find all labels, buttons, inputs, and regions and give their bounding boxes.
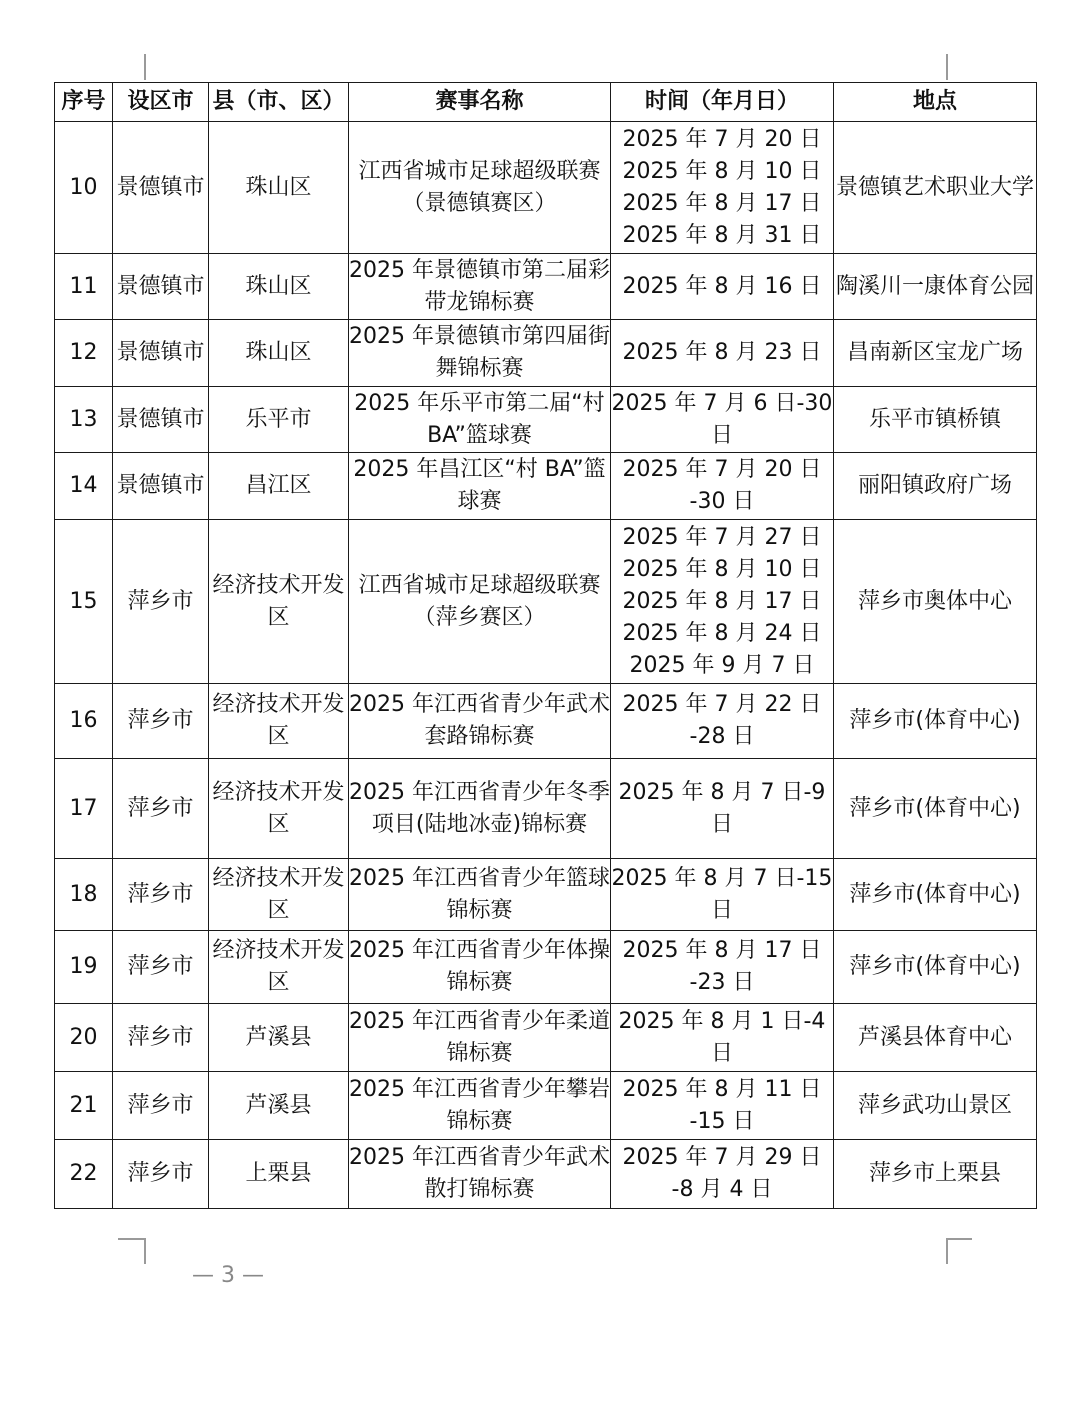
row-dates-cell <box>611 1072 834 1140</box>
row-dates-cell <box>611 1140 834 1209</box>
row-event-cell: 2025 年昌江区“村 BA”篮球赛 <box>349 453 611 520</box>
row-city-cell: 景德镇市 <box>113 453 209 520</box>
table-row <box>55 520 1037 684</box>
row-county-cell: 昌江区 <box>209 453 349 520</box>
row-dates-cell <box>611 254 834 320</box>
row-dates-cell <box>611 684 834 759</box>
row-city-cell: 萍乡市 <box>113 520 209 684</box>
row-dates-cell <box>611 859 834 931</box>
row-event-cell: 2025 年景德镇市第二届彩带龙锦标赛 <box>349 254 611 320</box>
table-row <box>55 320 1037 387</box>
row-no-cell: 12 <box>55 320 113 387</box>
table-row <box>55 387 1037 453</box>
row-venue-cell: 萍乡市(体育中心) <box>834 684 1037 759</box>
row-event-cell: 2025 年江西省青少年攀岩锦标赛 <box>349 1072 611 1140</box>
row-no-cell: 19 <box>55 931 113 1004</box>
row-dates-cell <box>611 320 834 387</box>
row-county-cell: 经济技术开发区 <box>209 520 349 684</box>
date-line: 2025 年 8 月 10 日 <box>622 158 822 184</box>
row-event-cell: 2025 年江西省青少年武术散打锦标赛 <box>349 1140 611 1209</box>
row-event-cell: 2025 年江西省青少年柔道锦标赛 <box>349 1004 611 1072</box>
date-line: 2025 年 8 月 11 日 -15 日 <box>622 1076 822 1134</box>
row-event-cell: 2025 年江西省青少年篮球锦标赛 <box>349 859 611 931</box>
row-dates-cell <box>611 520 834 684</box>
header-no: 序号 <box>55 83 113 122</box>
date-line: 2025 年 7 月 29 日 -8 月 4 日 <box>622 1145 822 1202</box>
row-venue-cell: 萍乡市(体育中心) <box>834 931 1037 1004</box>
row-venue-cell: 萍乡市奥体中心 <box>834 520 1037 684</box>
row-dates-cell <box>611 1004 834 1072</box>
table-row <box>55 1140 1037 1209</box>
row-county-cell: 上栗县 <box>209 1140 349 1209</box>
date-line: 2025 年 8 月 31 日 <box>622 222 822 248</box>
row-venue-cell: 陶溪川一康体育公园 <box>834 254 1037 320</box>
row-no-cell: 18 <box>55 859 113 931</box>
row-city-cell: 景德镇市 <box>113 320 209 387</box>
row-county-cell: 芦溪县 <box>209 1004 349 1072</box>
crop-mark-bottom-left-v <box>144 1238 146 1264</box>
row-county-cell: 珠山区 <box>209 122 349 254</box>
date-line: 2025 年 8 月 17 日 <box>622 588 822 614</box>
row-no-cell: 17 <box>55 759 113 859</box>
crop-mark-top-right-v <box>946 54 948 80</box>
table-row <box>55 931 1037 1004</box>
table-row <box>55 254 1037 320</box>
crop-mark-bottom-left-h <box>118 1238 144 1240</box>
date-line: 2025 年 8 月 7 日-9 日 <box>618 779 826 837</box>
row-no-cell: 15 <box>55 520 113 684</box>
header-county: 县（市、区） <box>209 83 349 122</box>
row-venue-cell: 昌南新区宝龙广场 <box>834 320 1037 387</box>
row-county-cell: 乐平市 <box>209 387 349 453</box>
date-line: 2025 年 8 月 24 日 <box>622 620 822 646</box>
row-county-cell: 珠山区 <box>209 320 349 387</box>
row-city-cell: 萍乡市 <box>113 1140 209 1209</box>
row-city-cell: 景德镇市 <box>113 387 209 453</box>
row-county-cell: 经济技术开发区 <box>209 759 349 859</box>
date-line: 2025 年 8 月 1 日-4 日 <box>618 1008 826 1066</box>
row-city-cell: 萍乡市 <box>113 759 209 859</box>
crop-mark-top-left-v <box>144 54 146 80</box>
row-no-cell: 13 <box>55 387 113 453</box>
row-no-cell: 16 <box>55 684 113 759</box>
row-no-cell: 21 <box>55 1072 113 1140</box>
header-venue: 地点 <box>834 83 1037 122</box>
date-line: 2025 年 8 月 16 日 <box>622 273 822 299</box>
row-dates-cell <box>611 759 834 859</box>
row-event-cell: 2025 年乐平市第二届“村 BA”篮球赛 <box>349 387 611 453</box>
row-city-cell: 萍乡市 <box>113 1072 209 1140</box>
row-city-cell: 景德镇市 <box>113 254 209 320</box>
crop-mark-bottom-right-v <box>946 1238 948 1264</box>
date-line: 2025 年 8 月 23 日 <box>622 340 822 365</box>
row-venue-cell: 萍乡市(体育中心) <box>834 859 1037 931</box>
row-venue-cell: 萍乡武功山景区 <box>834 1072 1037 1140</box>
date-line: 2025 年 7 月 6 日-30 日 <box>611 390 833 448</box>
date-line: 2025 年 7 月 22 日 -28 日 <box>622 692 822 749</box>
date-line: 2025 年 8 月 7 日-15 日 <box>611 865 833 923</box>
page-number: — 3 — <box>192 1263 264 1288</box>
table-row <box>55 759 1037 859</box>
row-no-cell: 10 <box>55 122 113 254</box>
date-line: 2025 年 7 月 27 日 <box>622 524 822 550</box>
crop-mark-bottom-right-h <box>946 1238 972 1240</box>
row-no-cell: 14 <box>55 453 113 520</box>
table-header-row <box>55 83 1037 122</box>
date-line: 2025 年 8 月 10 日 <box>622 556 822 582</box>
row-venue-cell: 景德镇艺术职业大学 <box>834 122 1037 254</box>
table-row <box>55 1072 1037 1140</box>
row-event-cell: 2025 年江西省青少年冬季项目(陆地冰壶)锦标赛 <box>349 759 611 859</box>
table-row <box>55 859 1037 931</box>
header-dates: 时间（年月日） <box>611 83 834 122</box>
header-event: 赛事名称 <box>349 83 611 122</box>
row-dates-cell <box>611 931 834 1004</box>
row-no-cell: 20 <box>55 1004 113 1072</box>
row-city-cell: 景德镇市 <box>113 122 209 254</box>
row-dates-cell <box>611 453 834 520</box>
row-venue-cell: 萍乡市(体育中心) <box>834 759 1037 859</box>
row-no-cell: 11 <box>55 254 113 320</box>
row-county-cell: 芦溪县 <box>209 1072 349 1140</box>
row-event-cell: 2025 年江西省青少年体操锦标赛 <box>349 931 611 1004</box>
row-city-cell: 萍乡市 <box>113 931 209 1004</box>
row-event-cell: 2025 年景德镇市第四届街舞锦标赛 <box>349 320 611 387</box>
table-row <box>55 1004 1037 1072</box>
row-county-cell: 珠山区 <box>209 254 349 320</box>
date-line: 2025 年 8 月 17 日 -23 日 <box>622 938 822 995</box>
table-row <box>55 684 1037 759</box>
date-line: 2025 年 8 月 17 日 <box>622 190 822 216</box>
row-dates-cell <box>611 122 834 254</box>
row-city-cell: 萍乡市 <box>113 684 209 759</box>
row-venue-cell: 乐平市镇桥镇 <box>834 387 1037 453</box>
event-schedule-table <box>54 82 1037 1209</box>
header-city: 设区市 <box>113 83 209 122</box>
date-line: 2025 年 7 月 20 日 <box>622 126 822 152</box>
table-row <box>55 453 1037 520</box>
row-event-cell: 江西省城市足球超级联赛（景德镇赛区） <box>349 122 611 254</box>
row-no-cell: 22 <box>55 1140 113 1209</box>
row-venue-cell: 萍乡市上栗县 <box>834 1140 1037 1209</box>
row-county-cell: 经济技术开发区 <box>209 684 349 759</box>
row-venue-cell: 芦溪县体育中心 <box>834 1004 1037 1072</box>
row-city-cell: 萍乡市 <box>113 1004 209 1072</box>
row-county-cell: 经济技术开发区 <box>209 931 349 1004</box>
row-event-cell: 江西省城市足球超级联赛（萍乡赛区） <box>349 520 611 684</box>
row-city-cell: 萍乡市 <box>113 859 209 931</box>
row-county-cell: 经济技术开发区 <box>209 859 349 931</box>
row-dates-cell <box>611 387 834 453</box>
table-row <box>55 122 1037 254</box>
row-venue-cell: 丽阳镇政府广场 <box>834 453 1037 520</box>
row-event-cell: 2025 年江西省青少年武术套路锦标赛 <box>349 684 611 759</box>
date-line: 2025 年 9 月 7 日 <box>629 652 815 678</box>
date-line: 2025 年 7 月 20 日 -30 日 <box>622 457 822 514</box>
